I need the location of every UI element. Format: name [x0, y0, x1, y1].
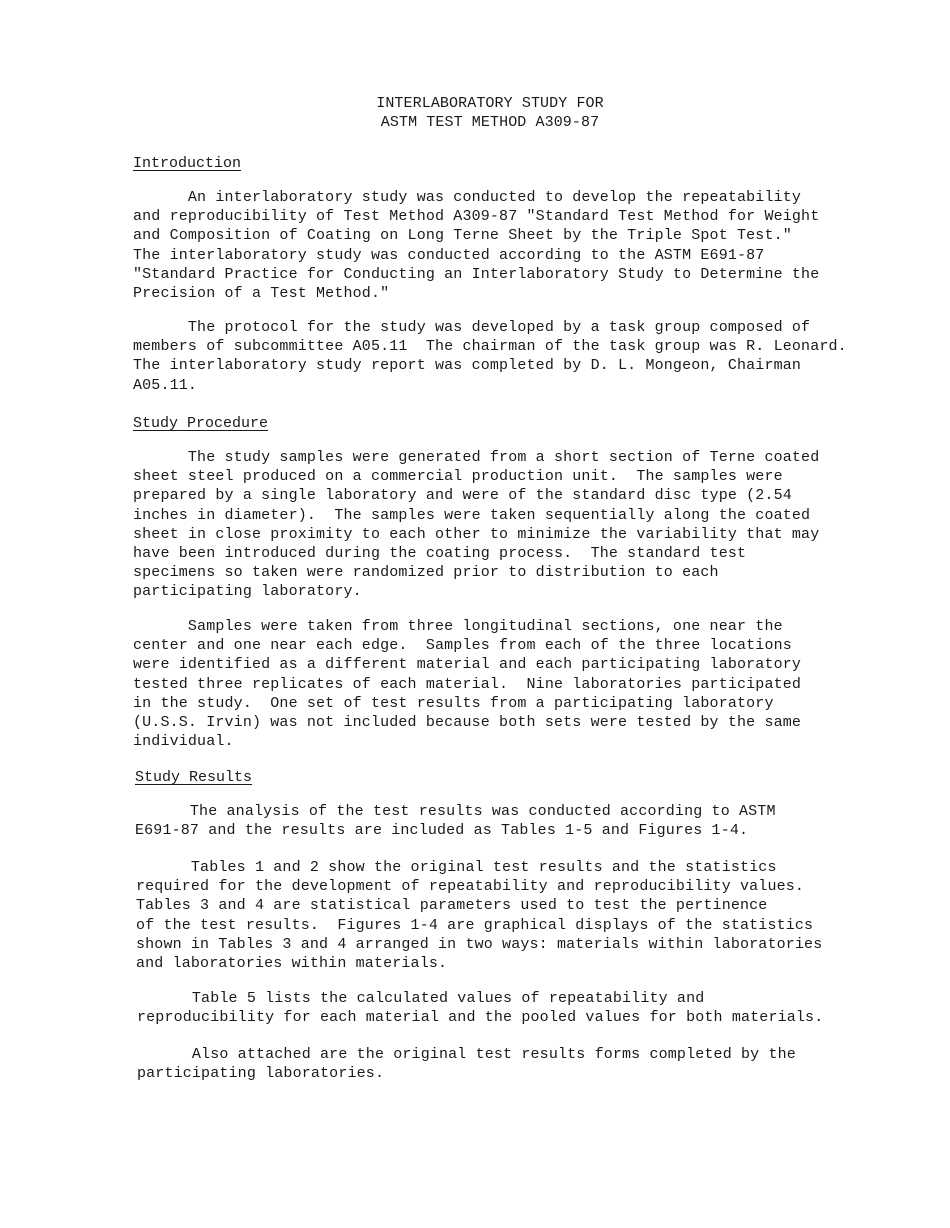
paragraph-procedure-2 — [133, 617, 873, 751]
text-line: The analysis of the test results was conducted according to ASTM — [135, 803, 776, 820]
text-line: and laboratories within materials. — [136, 955, 448, 973]
heading-study-procedure: Study Procedure — [133, 415, 269, 432]
paragraph-intro-1 — [133, 188, 873, 303]
heading-study-results: Study Results — [135, 769, 253, 786]
text-line: have been introduced during the coating process. The standard test — [133, 545, 747, 563]
text-line: participating laboratory. — [133, 583, 362, 601]
text-line: Samples were taken from three longitudinal sections, one near the — [133, 618, 783, 635]
paragraph-results-2 — [136, 858, 876, 973]
text-line: The protocol for the study was developed by a task group composed of — [133, 319, 811, 336]
text-line: Tables 1 and 2 show the original test results and the statistics — [136, 859, 777, 876]
text-line: (U.S.S. Irvin) was not included because both sets were tested by the same — [133, 714, 802, 732]
text-line: members of subcommittee A05.11 The chairman of the task group was R. Leonard. — [133, 338, 847, 356]
text-line: Precision of a Test Method." — [133, 285, 390, 303]
paragraph-procedure-1 — [133, 448, 873, 602]
paragraph-results-1 — [135, 802, 875, 840]
text-line: Table 5 lists the calculated values of repeatability and — [137, 990, 705, 1007]
text-line: The study samples were generated from a short section of Terne coated — [133, 449, 820, 466]
title-line-2: ASTM TEST METHOD A309-87 — [380, 114, 600, 131]
paragraph-intro-2 — [133, 318, 873, 395]
heading-introduction: Introduction — [133, 155, 242, 172]
text-line: Also attached are the original test results forms completed by the — [137, 1046, 796, 1063]
text-line: of the test results. Figures 1-4 are graphical displays of the statistics — [136, 916, 814, 934]
text-line: prepared by a single laboratory and were of the standard disc type (2.54 — [133, 487, 792, 505]
text-line: in the study. One set of test results from a participating laboratory — [133, 694, 774, 712]
text-line: E691-87 and the results are included as Tables 1-5 and Figures 1-4. — [135, 822, 749, 840]
text-line: participating laboratories. — [137, 1065, 385, 1083]
text-line: Tables 3 and 4 are statistical parameters used to test the pertinence — [136, 897, 768, 915]
text-line: tested three replicates of each material. Nine laboratories participated — [133, 675, 802, 693]
text-line: individual. — [133, 733, 234, 751]
text-line: required for the development of repeatability and reproducibility values. — [136, 878, 805, 896]
text-line: The interlaboratory study report was completed by D. L. Mongeon, Chairman — [133, 357, 802, 375]
text-line: The interlaboratory study was conducted according to the ASTM E691-87 — [133, 246, 765, 264]
text-line: and reproducibility of Test Method A309-87 "Standard Test Method for Weight — [133, 208, 820, 226]
text-line: specimens so taken were randomized prior to distribution to each — [133, 564, 719, 582]
text-line: and Composition of Coating on Long Terne Sheet by the Triple Spot Test." — [133, 227, 792, 245]
text-line: sheet in close proximity to each other to minimize the variability that may — [133, 525, 820, 543]
text-line: were identified as a different material and each participating laboratory — [133, 656, 802, 674]
text-line: inches in diameter). The samples were taken sequentially along the coated — [133, 506, 811, 524]
text-line: sheet steel produced on a commercial production unit. The samples were — [133, 468, 783, 486]
paragraph-results-3 — [137, 989, 877, 1027]
text-line: center and one near each edge. Samples from each of the three locations — [133, 637, 792, 655]
text-line: An interlaboratory study was conducted to develop the repeatability — [133, 189, 802, 206]
text-line: "Standard Practice for Conducting an Interlaboratory Study to Determine the — [133, 265, 820, 283]
paragraph-results-4 — [137, 1045, 877, 1083]
text-line: A05.11. — [133, 376, 198, 394]
text-line: reproducibility for each material and the pooled values for both materials. — [137, 1009, 824, 1027]
title-line-1: INTERLABORATORY STUDY FOR — [376, 95, 604, 112]
text-line: shown in Tables 3 and 4 arranged in two ways: materials within laboratories — [136, 935, 823, 953]
document-title — [0, 94, 950, 132]
